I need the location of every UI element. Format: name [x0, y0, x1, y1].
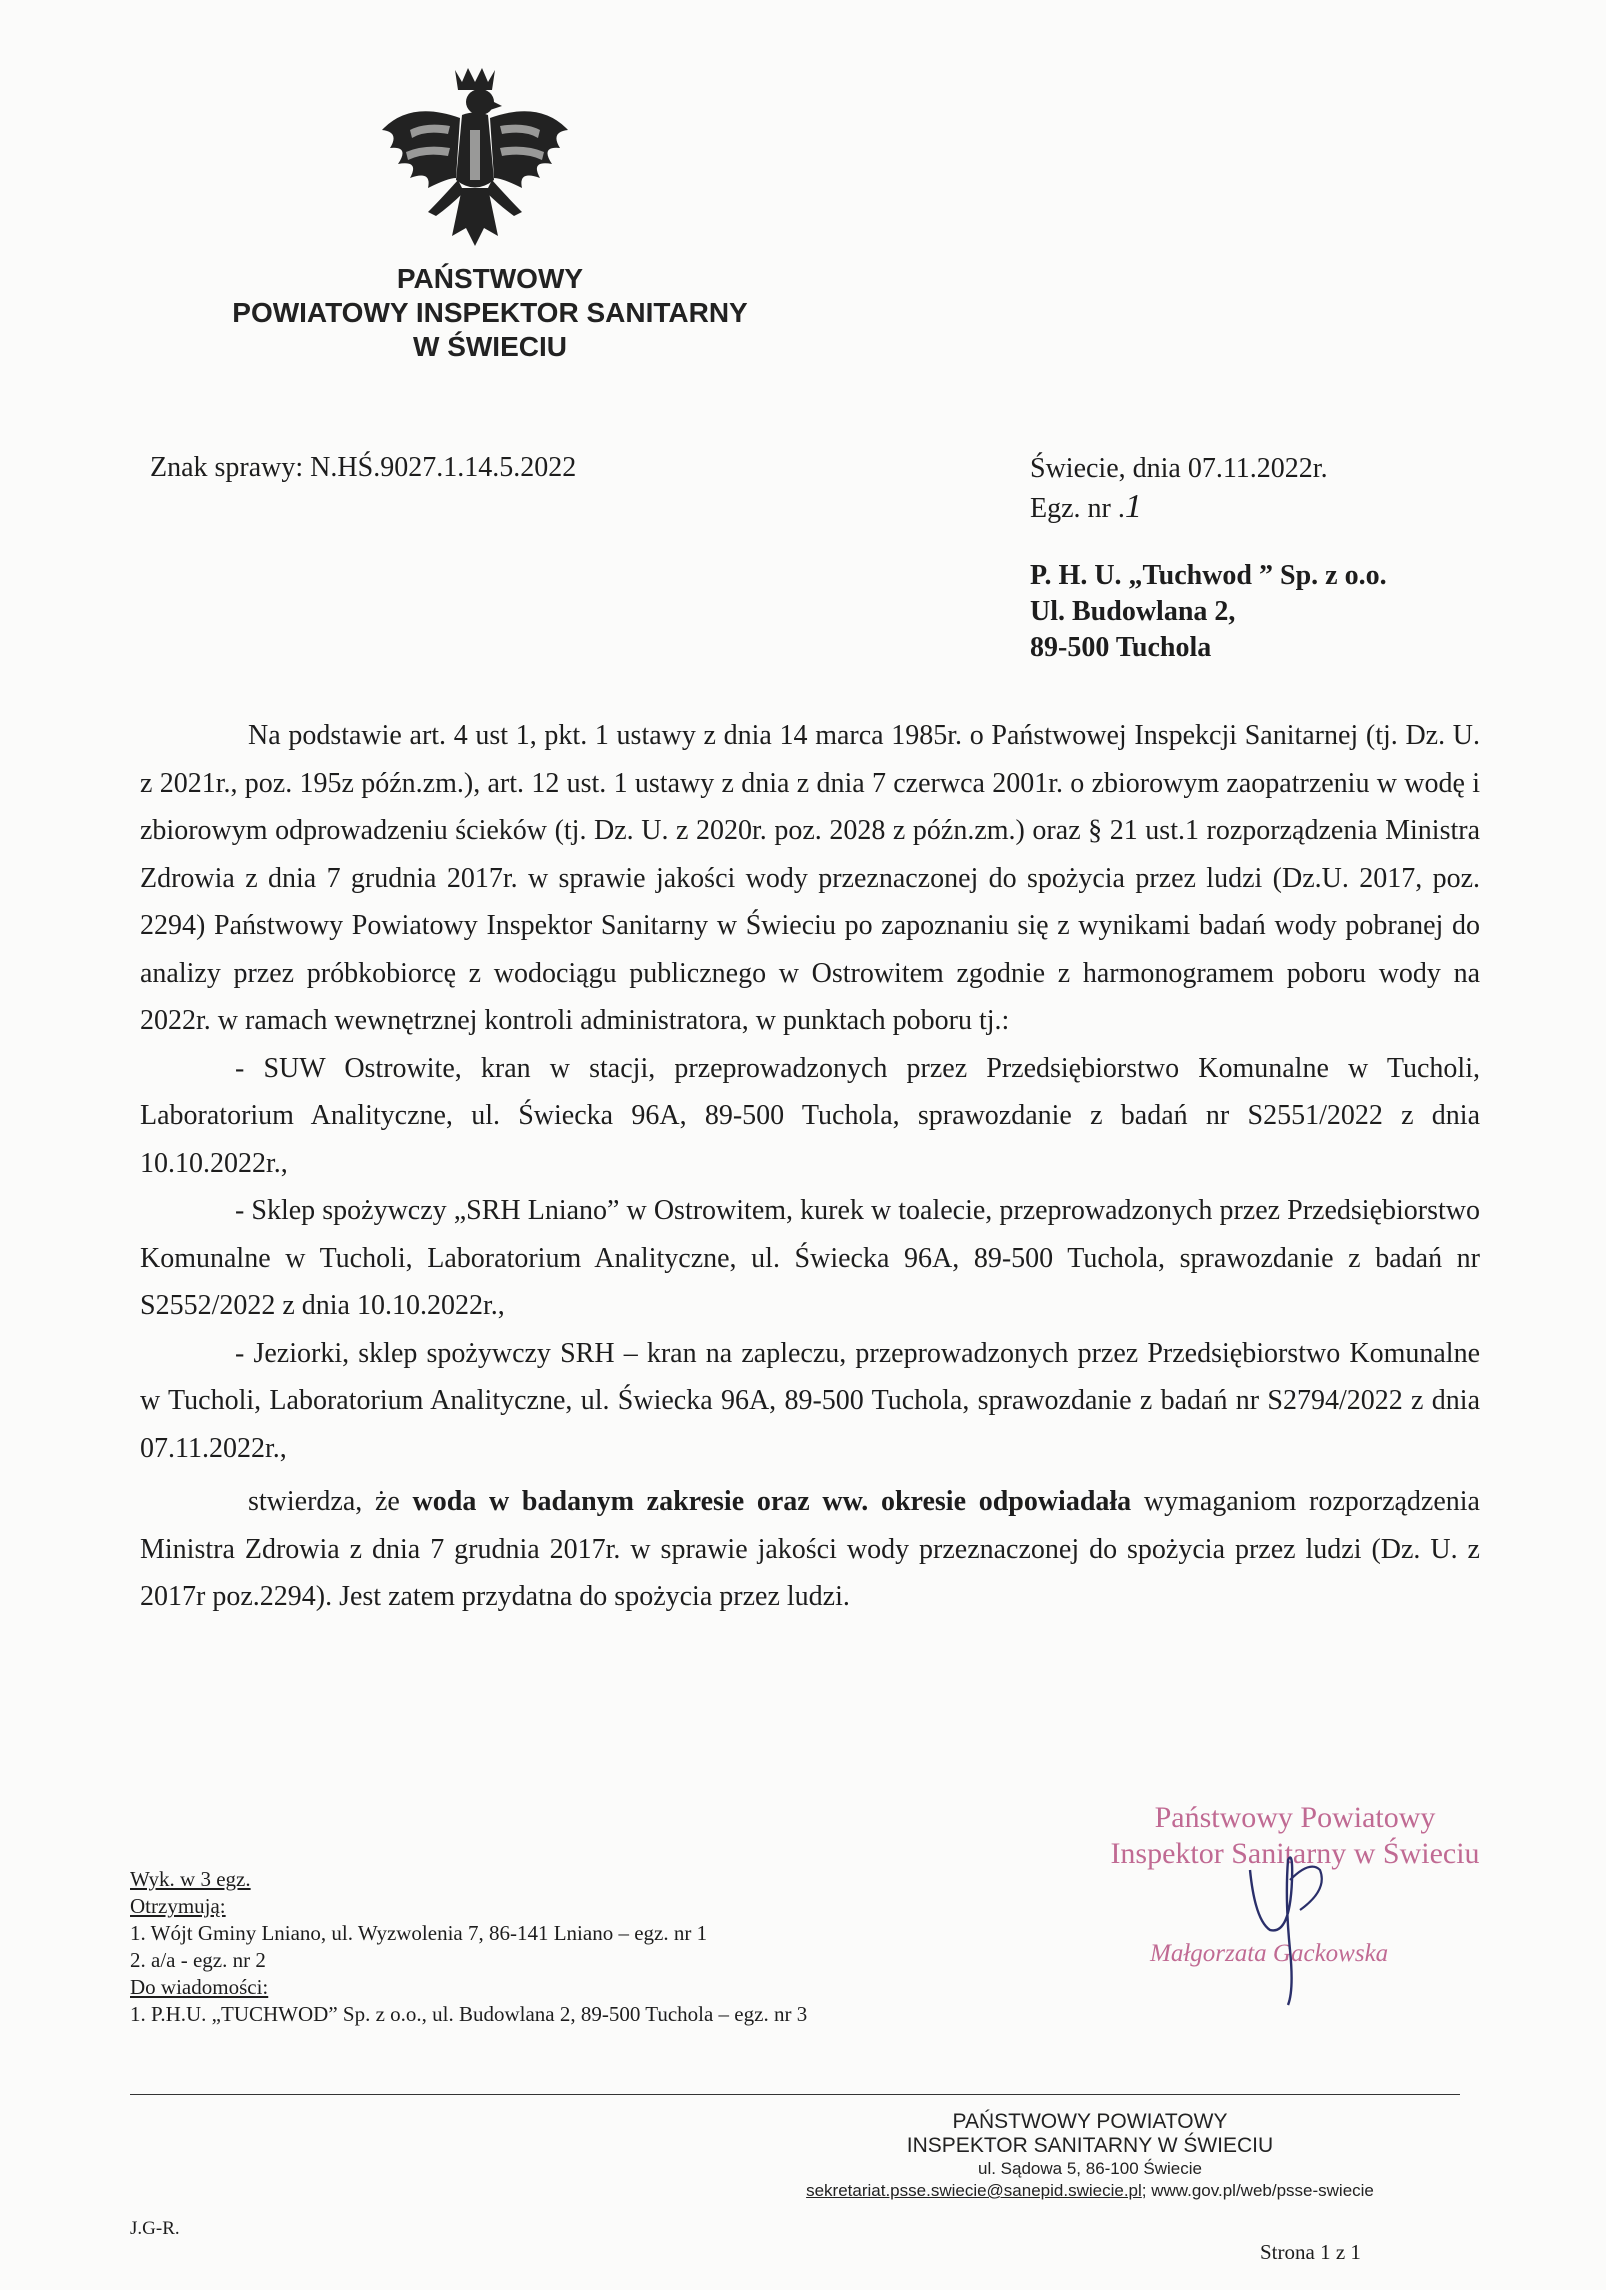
- conclusion-post: wymaganiom rozporządzenia Ministra Zdrowia z dnia 7 grudnia 2017r. w sprawie jakości wody przeznaczonej do spożycia przez ludzi (Dz. U. z 2017r poz.2294). Jest zatem przydatna do spożycia przez ludzi.: [140, 1486, 1480, 1612]
- footer-email-link[interactable]: sekretariat.psse.swiecie@sanepid.swiecie.pl: [806, 2181, 1142, 2200]
- body-sampling-point-3: - Jeziorki, sklep spożywczy SRH – kran na zapleczu, przeprowadzonych przez Przedsiębiorstwo Komunalne w Tucholi, Laboratorium Analityczne, ul. Świecka 96A, 89-500 Tuchola, sprawozdanie z badań nr S2794/2022 z dnia 07.11.2022r.,: [140, 1337, 1480, 1464]
- footer-line-1: PAŃSTWOWY POWIATOWY: [952, 2110, 1228, 2133]
- copy-label: Egz. nr .: [1030, 493, 1125, 524]
- recipient-line-2: Ul. Budowlana 2,: [1030, 596, 1236, 627]
- recipient-address: [1030, 558, 1387, 666]
- distribution-list: [130, 1866, 807, 2028]
- copy-number-handwritten: 1: [1124, 488, 1142, 525]
- body-sampling-point-2: - Sklep spożywczy „SRH Lniano” w Ostrowitem, kurek w toalecie, przeprowadzonych przez Przedsiębiorstwo Komunalne w Tucholi, Laboratorium Analityczne, ul. Świecka 96A, 89-500 Tuchola, sprawozdanie z badań nr S2552/2022 z dnia 10.10.2022r.,: [140, 1195, 1480, 1321]
- footer-contact: [780, 2180, 1400, 2202]
- footer-website[interactable]: ; www.gov.pl/web/psse-swiecie: [1141, 2181, 1374, 2200]
- header-line-1: PAŃSTWOWY: [396, 263, 584, 294]
- distribution-item-3: 1. P.H.U. „TUCHWOD” Sp. z o.o., ul. Budowlana 2, 89-500 Tuchola – egz. nr 3: [130, 2002, 808, 2026]
- body-sampling-point-1: - SUW Ostrowite, kran w stacji, przeprowadzonych przez Przedsiębiorstwo Komunalne w Tucholi, Laboratorium Analityczne, ul. Świecka 96A, 89-500 Tuchola, sprawozdanie z badań nr S2551/2022 z dnia 10.10.2022r.,: [140, 1052, 1480, 1179]
- case-number: Znak sprawy: N.HŚ.9027.1.14.5.2022: [150, 452, 577, 483]
- document-date: Świecie, dnia 07.11.2022r.: [1030, 453, 1328, 484]
- footer: [780, 2110, 1400, 2202]
- handwritten-signature-icon: [1230, 1840, 1350, 2010]
- author-initials: J.G-R.: [130, 2218, 180, 2239]
- body-conclusion: [140, 1478, 1480, 1621]
- copy-number-line: [1030, 488, 1165, 526]
- body-paragraph-legal-basis: Na podstawie art. 4 ust 1, pkt. 1 ustawy z dnia 14 marca 1985r. o Państwowej Inspekcji Sanitarnej (tj. Dz. U. z 2021r., poz. 195z późn.zm.), art. 12 ust. 1 ustawy z dnia z dnia 7 czerwca 2001r. o zbiorowym zaopatrzeniu w wodę i zbiorowym odprowadzeniu ścieków (tj. Dz. U. z 2020r. poz. 2028 z późn.zm.) oraz § 21 ust.1 rozporządzenia Ministra Zdrowia z dnia 7 grudnia 2017r. w sprawie jakości wody przeznaczonej do spożycia przez ludzi (Dz.U. 2017, poz. 2294) Państwowy Powiatowy Inspektor Sanitarny w Świeciu po zapoznaniu się z wynikami badań wody pobranej do analizy przez próbkobiorcę z wodociągu publicznego w Ostrowitem zgodnie z harmonogramem poboru wody na 2022r. w ramach wewnętrznej kontroli administratora, w punktach poboru tj.:: [140, 720, 1480, 1036]
- distribution-item-2: 2. a/a - egz. nr 2: [130, 1948, 266, 1972]
- stamp-line-1: Państwowy Powiatowy: [1154, 1801, 1436, 1834]
- conclusion-pre: stwierdza, że: [248, 1486, 413, 1517]
- eagle-emblem-icon: [370, 60, 580, 290]
- copies-made: Wyk. w 3 egz.: [130, 1867, 251, 1891]
- footer-line-2: INSPEKTOR SANITARNY W ŚWIECIU: [906, 2134, 1274, 2157]
- institution-header: [150, 262, 830, 364]
- recipient-line-1: P. H. U. „Tuchwod ” Sp. z o.o.: [1030, 560, 1387, 591]
- document-body: [140, 712, 1480, 1621]
- stamp-signer-name: Małgorzata Gackowska: [1150, 1940, 1389, 1967]
- recipients-label: Otrzymują:: [130, 1894, 226, 1918]
- header-line-2: POWIATOWY INSPEKTOR SANITARNY: [232, 297, 748, 328]
- conclusion-bold: woda w badanym zakresie oraz ww. okresie odpowiadała: [412, 1486, 1132, 1517]
- page-number: Strona 1 z 1: [1260, 2240, 1361, 2264]
- footer-divider: [130, 2094, 1460, 2095]
- footer-address: ul. Sądowa 5, 86-100 Świecie: [978, 2159, 1202, 2178]
- recipient-line-3: 89-500 Tuchola: [1030, 632, 1212, 663]
- distribution-item-1: 1. Wójt Gminy Lniano, ul. Wyzwolenia 7, 86-141 Lniano – egz. nr 1: [130, 1921, 708, 1945]
- stamp-line-2: Inspektor Sanitarny w Świeciu: [1110, 1837, 1480, 1870]
- for-information-label: Do wiadomości:: [130, 1975, 269, 1999]
- header-line-3: W ŚWIECIU: [413, 331, 567, 362]
